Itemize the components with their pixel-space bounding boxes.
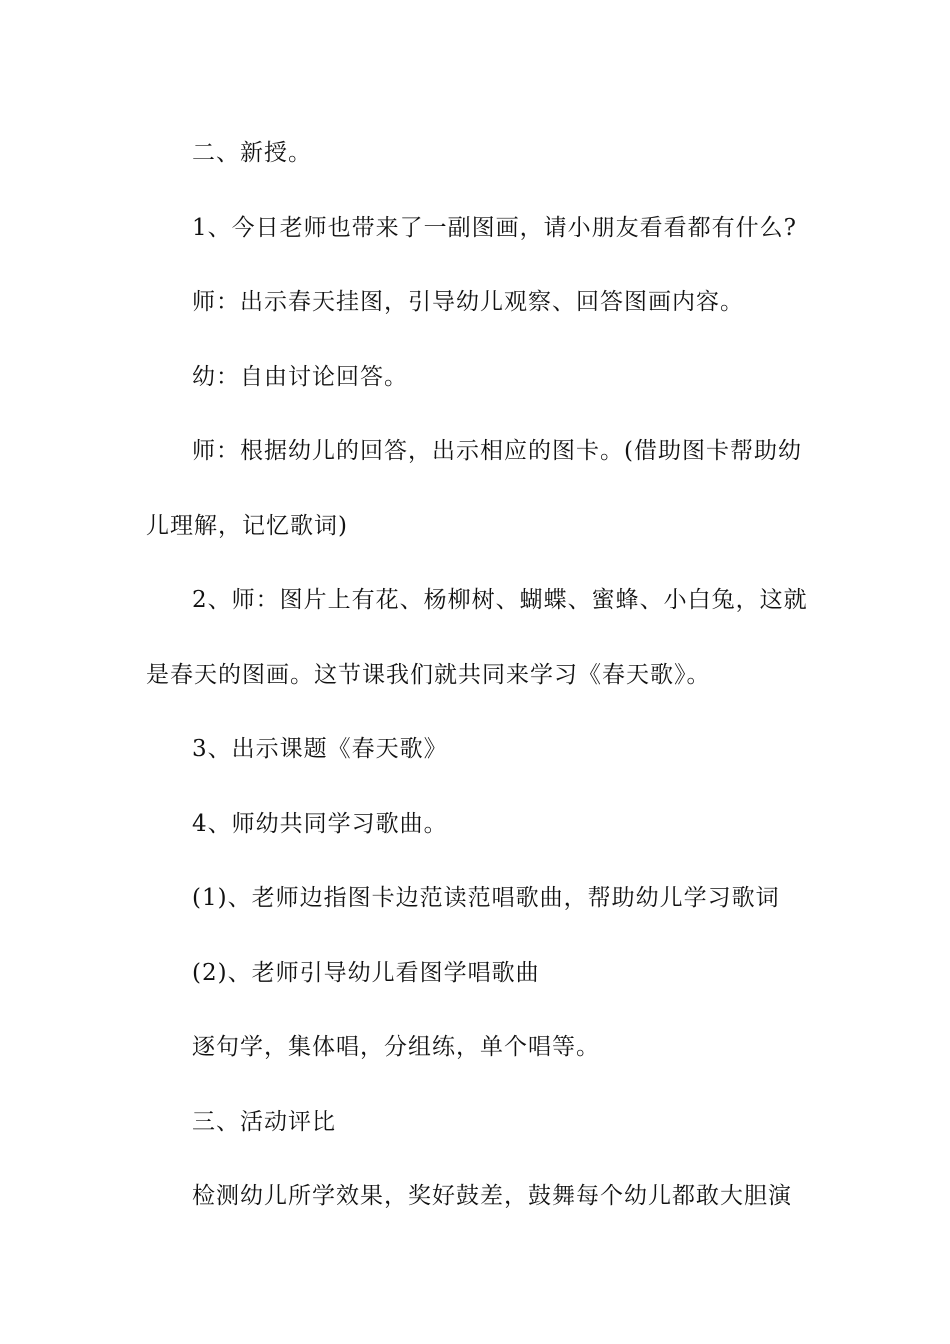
paragraph-line: 3、出示课题《春天歌》 [192, 736, 448, 762]
paragraph-line: (1)、老师边指图卡边范读范唱歌曲，帮助幼儿学习歌词 [192, 885, 780, 911]
section-heading-new-lesson: 二、新授。 [192, 140, 312, 166]
paragraph-line: 2、师：图片上有花、杨柳树、蝴蝶、蜜蜂、小白兔，这就 [192, 587, 808, 613]
section-heading-activity-review: 三、活动评比 [192, 1109, 336, 1135]
paragraph-line-continued: 是春天的图画。这节课我们就共同来学习《春天歌》。 [146, 662, 711, 688]
paragraph-line: 4、师幼共同学习歌曲。 [192, 811, 448, 837]
paragraph-line: 逐句学，集体唱，分组练，单个唱等。 [192, 1034, 600, 1060]
paragraph-line: 检测幼儿所学效果，奖好鼓差，鼓舞每个幼儿都敢大胆演 [192, 1183, 792, 1209]
paragraph-line: (2)、老师引导幼儿看图学唱歌曲 [192, 960, 540, 986]
paragraph-line: 1、今日老师也带来了一副图画，请小朋友看看都有什么? [192, 215, 797, 241]
paragraph-line: 幼：自由讨论回答。 [192, 364, 408, 390]
paragraph-line: 师：根据幼儿的回答，出示相应的图卡。(借助图卡帮助幼 [192, 438, 802, 464]
paragraph-line: 师：出示春天挂图，引导幼儿观察、回答图画内容。 [192, 289, 744, 315]
paragraph-line-continued: 儿理解，记忆歌词) [146, 513, 348, 539]
